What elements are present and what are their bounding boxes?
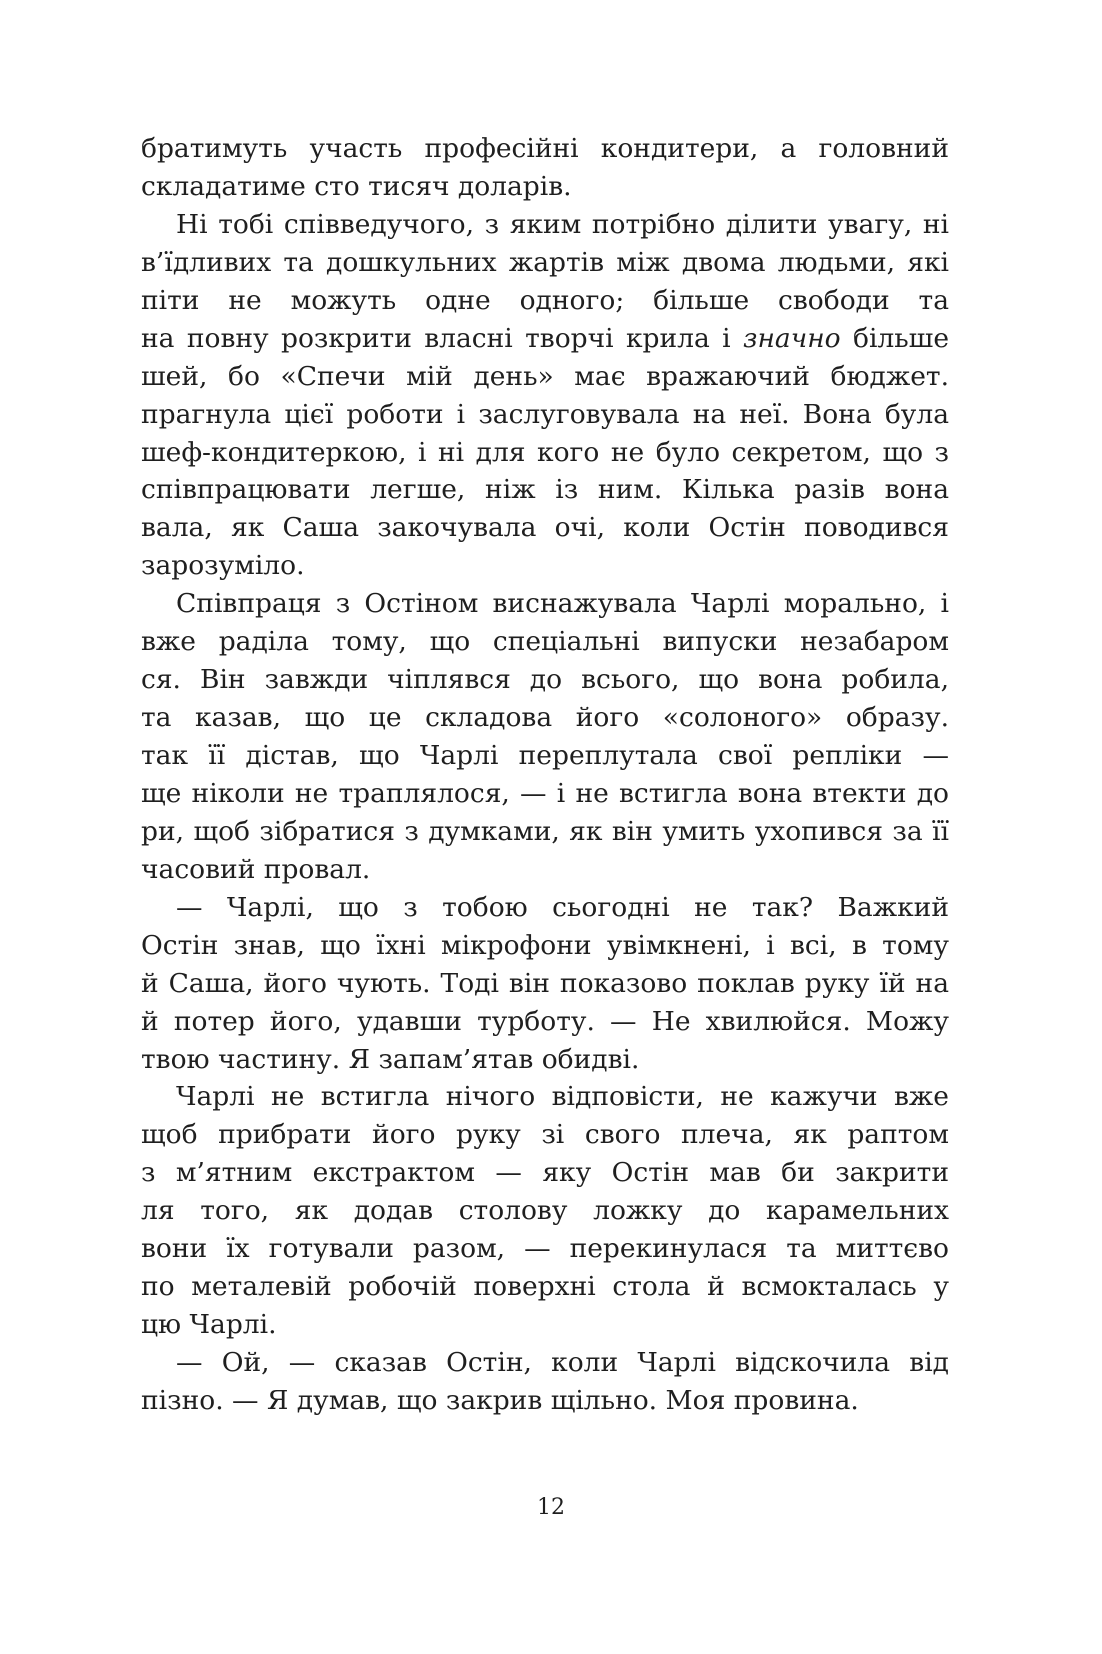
text-segment: на повну розкрити власні творчі крила і — [141, 322, 744, 354]
text-line: шеф-кондитеркою, і ні для кого не було секретом, що з — [141, 436, 949, 468]
text-line: Остін знав, що їхні мікрофони увімкнені, і всі, в тому — [141, 929, 949, 961]
body-text — [141, 130, 949, 1420]
text-line: по металевій робочій поверхні стола й всмокталась у — [141, 1271, 949, 1303]
text-line: складатиме сто тисяч доларів. — [141, 170, 572, 202]
paragraph-first-line: Чарлі не встигла нічого відповісти, не кажучи вже — [176, 1081, 949, 1113]
emphasized-word: значно — [743, 322, 841, 354]
text-line: братимуть участь професійні кондитери, а головний — [141, 133, 949, 164]
text-line: твою частину. Я запам’ятав обидві. — [141, 1043, 640, 1075]
paragraph-first-line: Ні тобі співведучого, з яким потрібно ділити увагу, ні — [176, 208, 949, 240]
text-line: прагнула цієї роботи і заслуговувала на неї. Вона була — [141, 398, 949, 430]
text-line: й Саша, його чують. Тоді він показово поклав руку їй на — [141, 967, 949, 999]
text-line: вони їх готували разом, — перекинулася та миттєво — [141, 1233, 949, 1265]
text-line: та казав, що це складова його «солоного» образу. — [141, 702, 949, 734]
text-line: вала, як Саша закочувала очі, коли Остін поводився — [141, 512, 949, 544]
text-line: пізно. — Я думав, що закрив щільно. Моя провина. — [141, 1384, 859, 1416]
text-line: й потер його, удавши турботу. — Не хвилюйся. Можу — [141, 1005, 949, 1037]
paragraph-first-line: — Ой, — сказав Остін, коли Чарлі відскочила від — [176, 1347, 949, 1378]
text-line: ся. Він завжди чіплявся до всього, що вона робила, — [141, 664, 949, 696]
paragraph-first-line: Співпраця з Остіном виснажувала Чарлі морально, і — [176, 588, 949, 620]
text-segment: більше — [852, 322, 949, 354]
text-line: ля того, як додав столову ложку до карамельних — [141, 1195, 949, 1227]
text-line: з м’ятним екстрактом — яку Остін мав би закрити — [141, 1157, 949, 1189]
text-line — [141, 320, 949, 358]
text-line: ри, щоб зібратися з думками, як він умить ухопився за її — [141, 815, 949, 847]
text-line: зарозуміло. — [141, 550, 305, 582]
paragraph-first-line: — Чарлі, що з тобою сьогодні не так? Важкий — [176, 891, 949, 923]
text-line: піти не можуть одне одного; більше свободи та — [141, 284, 949, 316]
text-line: часовий провал. — [141, 853, 371, 885]
text-line: шей, бо «Спечи мій день» має вражаючий бюджет. — [141, 360, 949, 392]
text-line: так її дістав, що Чарлі переплутала свої репліки — — [141, 740, 949, 771]
text-line: вже раділа тому, що спеціальні випуски незабаром — [141, 626, 949, 658]
text-line: ще ніколи не траплялося, — і не встигла вона втекти до — [141, 777, 949, 809]
text-line: в’їдливих та дошкульних жартів між двома людьми, які — [141, 246, 949, 278]
text-line: щоб прибрати його руку зі свого плеча, як раптом — [141, 1119, 949, 1151]
page-number: 12 — [537, 1495, 565, 1520]
text-line: цю Чарлі. — [141, 1309, 277, 1341]
text-line: співпрацювати легше, ніж із ним. Кілька разів вона — [141, 474, 949, 506]
